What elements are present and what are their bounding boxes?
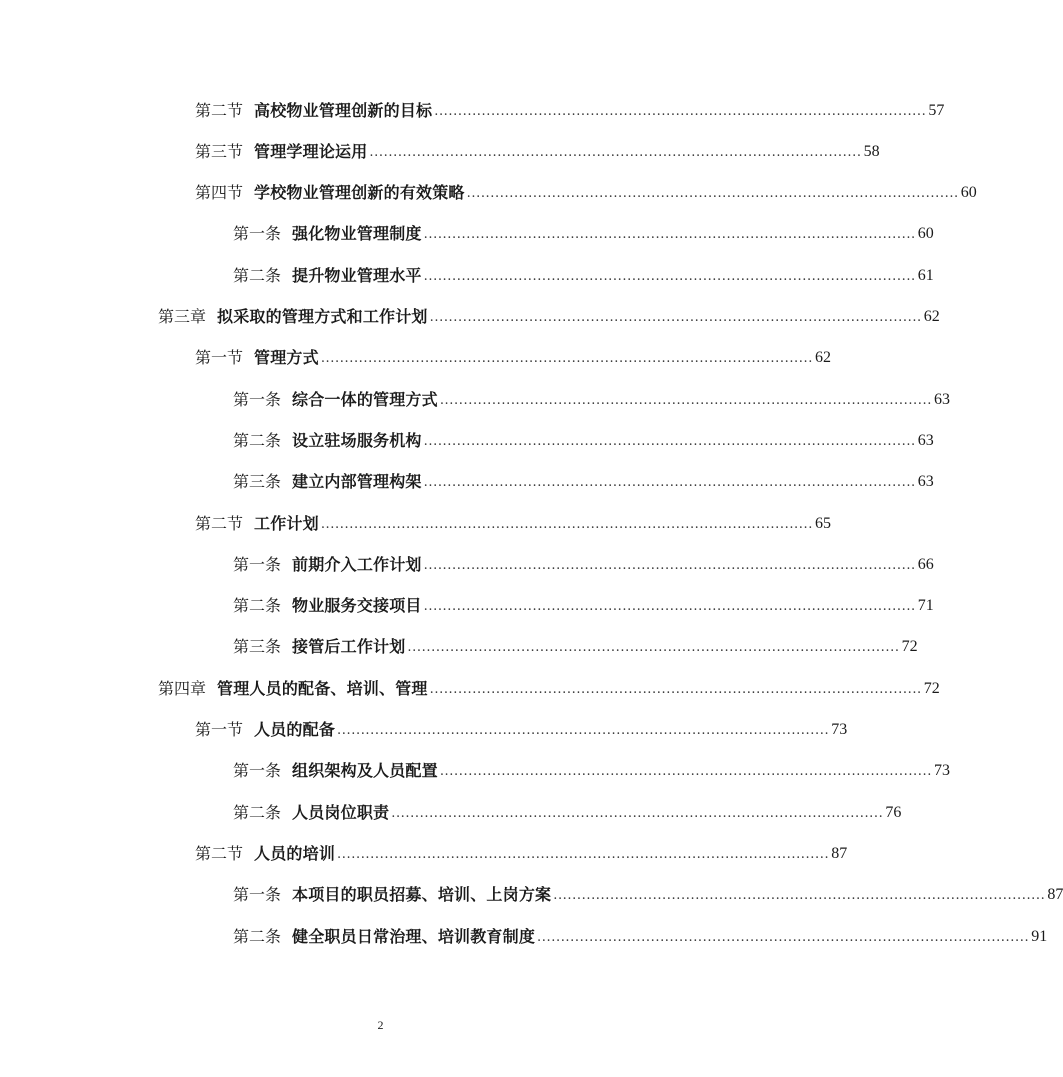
toc-entry-page: 72 bbox=[901, 638, 918, 655]
dot-leader: ........................................................................................................ bbox=[537, 930, 1030, 945]
dot-leader: ........................................................................................................ bbox=[423, 269, 916, 284]
toc-entry-label: 第三章 bbox=[158, 307, 207, 326]
dot-leader: ........................................................................................................ bbox=[407, 640, 900, 655]
toc-entry[interactable] bbox=[195, 716, 848, 740]
toc-entry-label: 第二节 bbox=[195, 844, 244, 863]
dot-leader: ........................................................................................................ bbox=[429, 310, 922, 325]
toc-entry-page: 63 bbox=[917, 473, 934, 490]
toc-entry[interactable] bbox=[233, 923, 1048, 947]
toc-entry-label: 第一条 bbox=[233, 761, 282, 780]
toc-entry-page: 72 bbox=[923, 680, 940, 697]
toc-entry-label: 第二节 bbox=[195, 101, 244, 120]
toc-entry-title: 管理人员的配备、培训、管理 bbox=[217, 679, 428, 698]
toc-entry-label: 第二条 bbox=[233, 266, 282, 285]
toc-entry-title: 学校物业管理创新的有效策略 bbox=[254, 183, 465, 202]
toc-entry[interactable] bbox=[233, 799, 902, 823]
toc-entry[interactable] bbox=[158, 675, 940, 699]
dot-leader: ........................................................................................................ bbox=[423, 599, 916, 614]
dot-leader: ........................................................................................................ bbox=[337, 723, 830, 738]
dot-leader: ........................................................................................................ bbox=[320, 517, 813, 532]
toc-entry[interactable] bbox=[233, 881, 1063, 905]
toc-entry[interactable] bbox=[233, 757, 950, 781]
toc-entry-title: 拟采取的管理方式和工作计划 bbox=[217, 307, 428, 326]
toc-entry-page: 87 bbox=[831, 845, 848, 862]
toc-entry[interactable] bbox=[195, 510, 831, 534]
toc-entry-title: 接管后工作计划 bbox=[292, 637, 406, 656]
toc-entry-title: 人员岗位职责 bbox=[292, 803, 390, 822]
toc-entry-title: 本项目的职员招募、培训、上岗方案 bbox=[292, 885, 552, 904]
dot-leader: ........................................................................................................ bbox=[391, 806, 884, 821]
dot-leader: ........................................................................................................ bbox=[423, 227, 916, 242]
toc-entry[interactable] bbox=[233, 386, 950, 410]
dot-leader: ........................................................................................................ bbox=[439, 764, 932, 779]
dot-leader: ........................................................................................................ bbox=[466, 186, 959, 201]
toc-entry-title: 人员的培训 bbox=[254, 844, 336, 863]
dot-leader: ........................................................................................................ bbox=[369, 145, 862, 160]
toc-entry[interactable] bbox=[233, 427, 934, 451]
dot-leader: ........................................................................................................ bbox=[439, 393, 932, 408]
toc-entry-page: 58 bbox=[863, 143, 880, 160]
toc-entry[interactable] bbox=[195, 97, 945, 121]
toc-entry[interactable] bbox=[195, 138, 880, 162]
toc-entry[interactable] bbox=[233, 262, 934, 286]
toc-entry[interactable] bbox=[195, 179, 977, 203]
dot-leader: ........................................................................................................ bbox=[423, 558, 916, 573]
toc-entry-title: 提升物业管理水平 bbox=[292, 266, 422, 285]
toc-entry[interactable] bbox=[233, 633, 918, 657]
toc-entry-label: 第二条 bbox=[233, 431, 282, 450]
toc-entry-label: 第二节 bbox=[195, 514, 244, 533]
toc-entry-label: 第一条 bbox=[233, 555, 282, 574]
toc-entry-label: 第二条 bbox=[233, 927, 282, 946]
toc-entry-title: 工作计划 bbox=[254, 514, 319, 533]
toc-entry-title: 建立内部管理构架 bbox=[292, 472, 422, 491]
dot-leader: ........................................................................................................ bbox=[434, 104, 927, 119]
toc-entry-label: 第一条 bbox=[233, 885, 282, 904]
toc-entry-page: 76 bbox=[885, 804, 902, 821]
toc-entry[interactable] bbox=[233, 468, 934, 492]
toc-entry-label: 第二条 bbox=[233, 803, 282, 822]
toc-entry[interactable] bbox=[195, 344, 831, 368]
toc-entry-page: 57 bbox=[928, 102, 945, 119]
toc-entry-page: 61 bbox=[917, 267, 934, 284]
toc-entry-label: 第三节 bbox=[195, 142, 244, 161]
toc-entry-title: 物业服务交接项目 bbox=[292, 596, 422, 615]
toc-entry-page: 62 bbox=[923, 308, 940, 325]
dot-leader: ........................................................................................................ bbox=[553, 888, 1046, 903]
dot-leader: ........................................................................................................ bbox=[429, 682, 922, 697]
toc-entry-label: 第二条 bbox=[233, 596, 282, 615]
toc-entry-title: 组织架构及人员配置 bbox=[292, 761, 438, 780]
dot-leader: ........................................................................................................ bbox=[423, 475, 916, 490]
toc-entry-title: 前期介入工作计划 bbox=[292, 555, 422, 574]
toc-entry[interactable] bbox=[233, 551, 934, 575]
toc-entry-page: 63 bbox=[934, 391, 950, 408]
toc-entry-page: 66 bbox=[917, 556, 934, 573]
toc-entry-page: 91 bbox=[1031, 928, 1048, 945]
toc-entry-label: 第一节 bbox=[195, 720, 244, 739]
toc-entry-title: 综合一体的管理方式 bbox=[292, 390, 438, 409]
toc-entry[interactable] bbox=[233, 592, 934, 616]
toc-entry-page: 65 bbox=[815, 515, 831, 532]
toc-entry-page: 62 bbox=[815, 349, 831, 366]
dot-leader: ........................................................................................................ bbox=[423, 434, 916, 449]
toc-entry[interactable] bbox=[158, 303, 940, 327]
toc-entry-title: 高校物业管理创新的目标 bbox=[254, 101, 433, 120]
toc-entry-page: 73 bbox=[934, 762, 950, 779]
toc-entry-page: 71 bbox=[917, 597, 934, 614]
toc-entry-label: 第三条 bbox=[233, 637, 282, 656]
toc-entry[interactable] bbox=[233, 220, 934, 244]
toc-entry-label: 第一条 bbox=[233, 390, 282, 409]
dot-leader: ........................................................................................................ bbox=[337, 847, 830, 862]
toc-entry-title: 强化物业管理制度 bbox=[292, 224, 422, 243]
toc-entry-label: 第四章 bbox=[158, 679, 207, 698]
toc-entry-page: 60 bbox=[917, 225, 934, 242]
toc-entry-page: 60 bbox=[960, 184, 977, 201]
toc-entry-page: 63 bbox=[917, 432, 934, 449]
toc-entry-page: 73 bbox=[831, 721, 848, 738]
toc-entry-page: 87 bbox=[1047, 886, 1063, 903]
toc-entry-title: 人员的配备 bbox=[254, 720, 336, 739]
toc-entry-label: 第一条 bbox=[233, 224, 282, 243]
toc-entry-title: 健全职员日常治理、培训教育制度 bbox=[292, 927, 536, 946]
toc-entry-title: 管理方式 bbox=[254, 348, 319, 367]
dot-leader: ........................................................................................................ bbox=[320, 351, 813, 366]
toc-entry[interactable] bbox=[195, 840, 848, 864]
toc-entry-label: 第三条 bbox=[233, 472, 282, 491]
toc-entry-title: 管理学理论运用 bbox=[254, 142, 368, 161]
toc-entry-label: 第一节 bbox=[195, 348, 244, 367]
toc-entry-label: 第四节 bbox=[195, 183, 244, 202]
toc-entry-title: 设立驻场服务机构 bbox=[292, 431, 422, 450]
page-number: 2 bbox=[377, 1018, 384, 1032]
